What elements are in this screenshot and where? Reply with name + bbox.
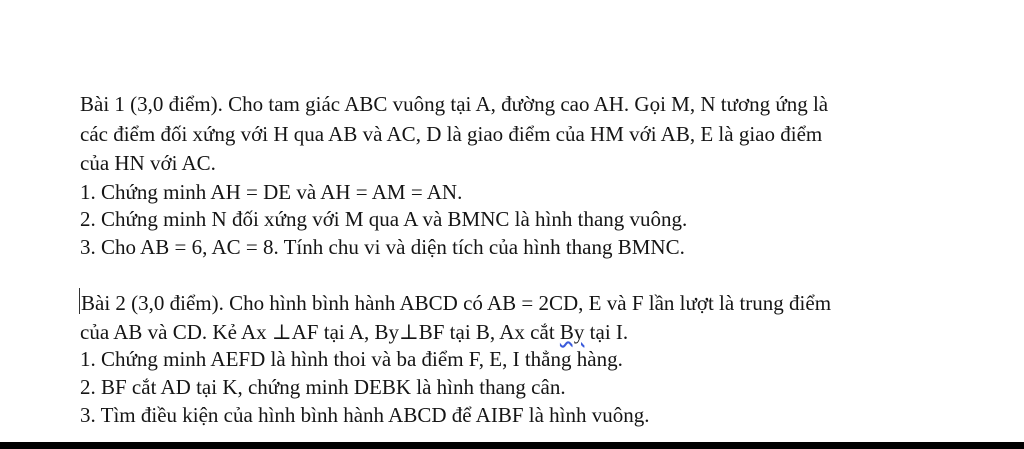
problem2-heading-line: Bài 2 (3,0 điểm). Cho hình bình hành ABCD có AB = 2CD, E và F lần lượt là trung điểm [81, 291, 832, 315]
problem2-text-line-2 [80, 319, 628, 345]
problem1-text-line-3: của HN với AC. [80, 151, 216, 175]
problem1-item-3: 3. Cho AB = 6, AC = 8. Tính chu vi và diện tích của hình thang BMNC. [80, 235, 685, 259]
problem2-item-1: 1. Chứng minh AEFD là hình thoi và ba điểm F, E, I thẳng hàng. [80, 347, 623, 371]
problem1-heading-line: Bài 1 (3,0 điểm). Cho tam giác ABC vuông tại A, đường cao AH. Gọi M, N tương ứng là [80, 92, 829, 116]
problem2-text-pre: của AB và CD. Kẻ Ax ⊥AF tại A, By⊥BF tại B, Ax cắt [80, 320, 560, 344]
problem2-item-2: 2. BF cắt AD tại K, chứng minh DEBK là hình thang cân. [80, 375, 566, 399]
text-cursor [79, 288, 80, 314]
problem1-text-line-2: các điểm đối xứng với H qua AB và AC, D là giao điểm của HM với AB, E là giao điểm [80, 122, 823, 146]
problem2-item-3: 3. Tìm điều kiện của hình bình hành ABCD để AIBF là hình vuông. [80, 403, 650, 427]
spellcheck-marked-word: By [559, 320, 585, 344]
problem1-item-1: 1. Chứng minh AH = DE và AH = AM = AN. [80, 180, 463, 204]
problem2-text-post: tại I. [584, 320, 629, 344]
problem1-item-2: 2. Chứng minh N đối xứng với M qua A và BMNC là hình thang vuông. [80, 207, 688, 231]
